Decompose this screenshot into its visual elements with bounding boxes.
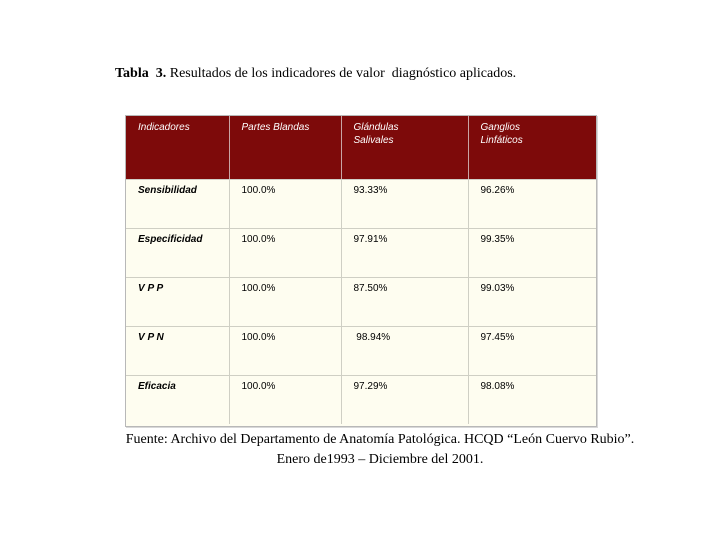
table-row xyxy=(126,375,596,424)
table-cell: 98.94% xyxy=(341,326,468,375)
row-label: Sensibilidad xyxy=(126,179,229,228)
source-note xyxy=(60,430,700,470)
table-cell: 99.35% xyxy=(468,228,596,277)
table-cell: 100.0% xyxy=(229,326,341,375)
header-cell-partes-blandas: Partes Blandas xyxy=(229,116,341,179)
results-table xyxy=(126,116,596,424)
table-cell: 97.91% xyxy=(341,228,468,277)
table-cell: 100.0% xyxy=(229,375,341,424)
table-cell: 100.0% xyxy=(229,277,341,326)
row-label: Eficacia xyxy=(126,375,229,424)
header-cell-indicadores: Indicadores xyxy=(126,116,229,179)
table-cell: 93.33% xyxy=(341,179,468,228)
table-body xyxy=(126,179,596,424)
caption-label: Tabla 3. xyxy=(115,66,167,81)
header-cell-glandulas-salivales: Glándulas Salivales xyxy=(341,116,468,179)
row-label: V P N xyxy=(126,326,229,375)
header-row xyxy=(126,116,596,179)
table-cell: 98.08% xyxy=(480,380,515,392)
table-row xyxy=(126,228,596,277)
table-cell: 97.45% xyxy=(468,326,596,375)
table-cell: 96.26% xyxy=(468,179,596,228)
table-cell: 99.03% xyxy=(468,277,596,326)
table-row xyxy=(126,179,596,228)
table-row xyxy=(126,277,596,326)
table-cell: 100.0% xyxy=(229,179,341,228)
table-header xyxy=(126,116,596,179)
source-line-1: Fuente: Archivo del Departamento de Anatomía Patológica. HCQD “León Cuervo Rubio”. xyxy=(125,432,635,447)
header-cell-ganglios-linfaticos: Ganglios Linfáticos xyxy=(468,116,596,179)
table-cell: 97.29% xyxy=(341,375,468,424)
table-cell: 100.0% xyxy=(229,228,341,277)
row-label: Especificidad xyxy=(126,228,229,277)
table-caption xyxy=(115,66,516,82)
caption-text: Resultados de los indicadores de valor diagnóstico aplicados. xyxy=(166,66,517,81)
source-line-2: Enero de1993 – Diciembre del 2001. xyxy=(276,452,484,467)
row-label: V P P xyxy=(126,277,229,326)
table-row xyxy=(126,326,596,375)
table-cell: 87.50% xyxy=(341,277,468,326)
results-table-container xyxy=(125,115,597,427)
